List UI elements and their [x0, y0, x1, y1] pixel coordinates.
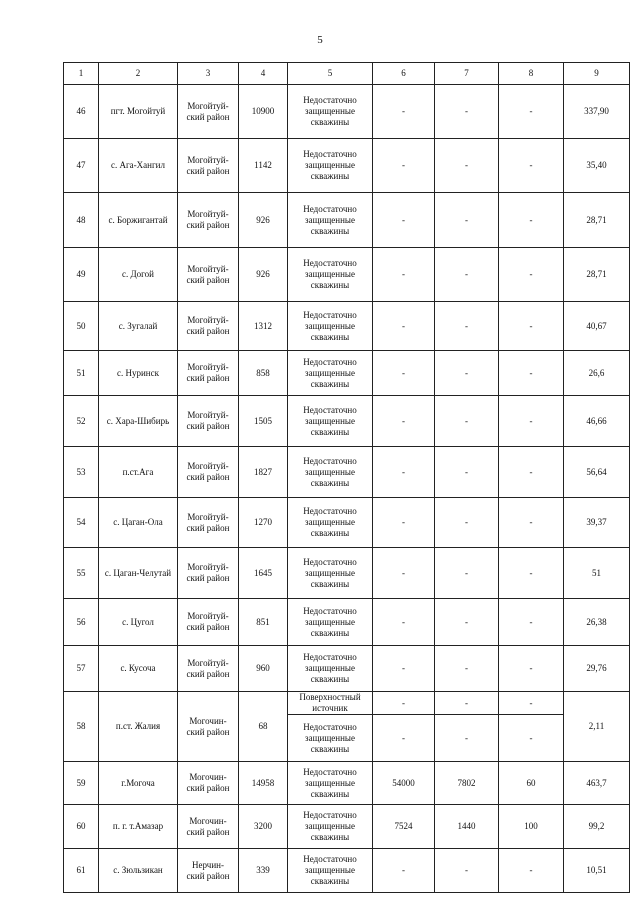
- row-number-cell: 49: [64, 248, 99, 302]
- district-cell: Могойтуй- ский район: [178, 248, 239, 302]
- col8-cell: -: [499, 351, 564, 396]
- population-cell: 1142: [239, 139, 288, 193]
- settlement-cell: п. г. т.Амазар: [99, 805, 178, 849]
- col6-cell: -: [373, 548, 435, 599]
- district-cell: Могойтуй- ский район: [178, 139, 239, 193]
- settlement-cell: с. Зюльзикан: [99, 849, 178, 893]
- col9-cell: 26,6: [564, 351, 630, 396]
- table-row: [64, 849, 630, 893]
- row-number-cell: 56: [64, 599, 99, 646]
- population-cell: 1827: [239, 447, 288, 498]
- col7-cell: -: [435, 692, 499, 715]
- col9-cell: 56,64: [564, 447, 630, 498]
- water-source-cell: Недостаточно защищенные скважины: [288, 351, 373, 396]
- water-source-cell: Недостаточно защищенные скважины: [288, 849, 373, 893]
- water-source-cell: Недостаточно защищенные скважины: [288, 646, 373, 692]
- col7-cell: -: [435, 548, 499, 599]
- col9-cell: 28,71: [564, 248, 630, 302]
- col9-cell: 35,40: [564, 139, 630, 193]
- col8-cell: -: [499, 692, 564, 715]
- row-number-cell: 48: [64, 193, 99, 248]
- settlement-cell: с. Нуринск: [99, 351, 178, 396]
- col9-cell: 337,90: [564, 85, 630, 139]
- col6-cell: -: [373, 692, 435, 715]
- col8-cell: -: [499, 599, 564, 646]
- col9-cell: 26,38: [564, 599, 630, 646]
- col7-cell: -: [435, 248, 499, 302]
- row-number-cell: 54: [64, 498, 99, 548]
- col7-cell: -: [435, 139, 499, 193]
- data-table: [63, 62, 630, 893]
- col6-cell: -: [373, 715, 435, 762]
- col8-cell: -: [499, 248, 564, 302]
- settlement-cell: с. Цугол: [99, 599, 178, 646]
- row-number-cell: 50: [64, 302, 99, 351]
- table-row: [64, 762, 630, 805]
- row-number-cell: 47: [64, 139, 99, 193]
- col9-cell: 29,76: [564, 646, 630, 692]
- col6-cell: -: [373, 646, 435, 692]
- header-cell: 5: [288, 63, 373, 85]
- population-cell: 1312: [239, 302, 288, 351]
- population-cell: 1270: [239, 498, 288, 548]
- district-cell: Могочин- ский район: [178, 805, 239, 849]
- col7-cell: -: [435, 193, 499, 248]
- table-row: [64, 396, 630, 447]
- col9-cell: 2,11: [564, 692, 630, 762]
- population-cell: 3200: [239, 805, 288, 849]
- row-number-cell: 55: [64, 548, 99, 599]
- col7-cell: -: [435, 302, 499, 351]
- col9-cell: 99,2: [564, 805, 630, 849]
- population-cell: 960: [239, 646, 288, 692]
- col8-cell: -: [499, 715, 564, 762]
- water-source-cell: Недостаточно защищенные скважины: [288, 85, 373, 139]
- water-source-cell: Поверхностный источник: [288, 692, 373, 715]
- table-row: [64, 139, 630, 193]
- population-cell: 68: [239, 692, 288, 762]
- table-row: [64, 646, 630, 692]
- header-row: [64, 63, 630, 85]
- population-cell: 1505: [239, 396, 288, 447]
- col6-cell: -: [373, 351, 435, 396]
- col7-cell: -: [435, 447, 499, 498]
- col6-cell: -: [373, 139, 435, 193]
- col6-cell: -: [373, 396, 435, 447]
- col6-cell: -: [373, 302, 435, 351]
- water-source-cell: Недостаточно защищенные скважины: [288, 302, 373, 351]
- col7-cell: -: [435, 396, 499, 447]
- row-number-cell: 53: [64, 447, 99, 498]
- table-row: [64, 692, 630, 715]
- population-cell: 10900: [239, 85, 288, 139]
- col6-cell: -: [373, 599, 435, 646]
- header-cell: 8: [499, 63, 564, 85]
- col7-cell: -: [435, 85, 499, 139]
- water-source-cell: Недостаточно защищенные скважины: [288, 498, 373, 548]
- water-source-cell: Недостаточно защищенные скважины: [288, 548, 373, 599]
- col6-cell: -: [373, 447, 435, 498]
- population-cell: 851: [239, 599, 288, 646]
- col7-cell: -: [435, 849, 499, 893]
- header-cell: 7: [435, 63, 499, 85]
- population-cell: 858: [239, 351, 288, 396]
- settlement-cell: с. Зугалай: [99, 302, 178, 351]
- col8-cell: -: [499, 849, 564, 893]
- col6-cell: -: [373, 85, 435, 139]
- col7-cell: 7802: [435, 762, 499, 805]
- col7-cell: -: [435, 646, 499, 692]
- water-source-cell: Недостаточно защищенные скважины: [288, 447, 373, 498]
- col6-cell: -: [373, 498, 435, 548]
- settlement-cell: г.Могоча: [99, 762, 178, 805]
- col7-cell: -: [435, 599, 499, 646]
- col6-cell: -: [373, 193, 435, 248]
- table-row: [64, 302, 630, 351]
- col7-cell: -: [435, 715, 499, 762]
- row-number-cell: 58: [64, 692, 99, 762]
- table-row: [64, 548, 630, 599]
- water-source-cell: Недостаточно защищенные скважины: [288, 715, 373, 762]
- row-number-cell: 52: [64, 396, 99, 447]
- header-cell: 3: [178, 63, 239, 85]
- water-source-cell: Недостаточно защищенные скважины: [288, 396, 373, 447]
- row-number-cell: 60: [64, 805, 99, 849]
- settlement-cell: с. Кусоча: [99, 646, 178, 692]
- district-cell: Нерчин- ский район: [178, 849, 239, 893]
- water-source-cell: Недостаточно защищенные скважины: [288, 762, 373, 805]
- settlement-cell: с. Цаган-Челутай: [99, 548, 178, 599]
- col6-cell: -: [373, 849, 435, 893]
- row-number-cell: 51: [64, 351, 99, 396]
- col7-cell: -: [435, 351, 499, 396]
- table-row: [64, 498, 630, 548]
- table-row: [64, 193, 630, 248]
- water-source-cell: Недостаточно защищенные скважины: [288, 599, 373, 646]
- col8-cell: -: [499, 498, 564, 548]
- district-cell: Могойтуй- ский район: [178, 548, 239, 599]
- col8-cell: -: [499, 396, 564, 447]
- page-number: 5: [317, 34, 323, 46]
- col8-cell: -: [499, 646, 564, 692]
- water-source-cell: Недостаточно защищенные скважины: [288, 139, 373, 193]
- water-source-cell: Недостаточно защищенные скважины: [288, 248, 373, 302]
- table-row: [64, 805, 630, 849]
- district-cell: Могойтуй- ский район: [178, 85, 239, 139]
- settlement-cell: с. Ага-Хангил: [99, 139, 178, 193]
- district-cell: Могойтуй- ский район: [178, 447, 239, 498]
- header-cell: 1: [64, 63, 99, 85]
- col8-cell: -: [499, 193, 564, 248]
- table-row: [64, 351, 630, 396]
- settlement-cell: с. Хара-Шибирь: [99, 396, 178, 447]
- col6-cell: 7524: [373, 805, 435, 849]
- col8-cell: -: [499, 302, 564, 351]
- district-cell: Могойтуй- ский район: [178, 302, 239, 351]
- col9-cell: 463,7: [564, 762, 630, 805]
- population-cell: 1645: [239, 548, 288, 599]
- row-number-cell: 61: [64, 849, 99, 893]
- settlement-cell: с. Боржигантай: [99, 193, 178, 248]
- col9-cell: 40,67: [564, 302, 630, 351]
- col8-cell: -: [499, 85, 564, 139]
- water-source-cell: Недостаточно защищенные скважины: [288, 193, 373, 248]
- row-number-cell: 57: [64, 646, 99, 692]
- header-cell: 6: [373, 63, 435, 85]
- col6-cell: 54000: [373, 762, 435, 805]
- district-cell: Могойтуй- ский район: [178, 646, 239, 692]
- population-cell: 926: [239, 248, 288, 302]
- settlement-cell: с. Догой: [99, 248, 178, 302]
- row-number-cell: 46: [64, 85, 99, 139]
- population-cell: 926: [239, 193, 288, 248]
- header-cell: 2: [99, 63, 178, 85]
- settlement-cell: с. Цаган-Ола: [99, 498, 178, 548]
- col9-cell: 39,37: [564, 498, 630, 548]
- population-cell: 14958: [239, 762, 288, 805]
- col8-cell: -: [499, 139, 564, 193]
- table-row: [64, 599, 630, 646]
- table-row: [64, 447, 630, 498]
- settlement-cell: пгт. Могойтуй: [99, 85, 178, 139]
- population-cell: 339: [239, 849, 288, 893]
- col7-cell: -: [435, 498, 499, 548]
- district-cell: Могочин- ский район: [178, 762, 239, 805]
- col8-cell: 100: [499, 805, 564, 849]
- col9-cell: 46,66: [564, 396, 630, 447]
- col6-cell: -: [373, 248, 435, 302]
- row-number-cell: 59: [64, 762, 99, 805]
- district-cell: Могойтуй- ский район: [178, 498, 239, 548]
- header-cell: 4: [239, 63, 288, 85]
- district-cell: Могойтуй- ский район: [178, 193, 239, 248]
- col9-cell: 10,51: [564, 849, 630, 893]
- district-cell: Могойтуй- ский район: [178, 351, 239, 396]
- district-cell: Могойтуй- ский район: [178, 599, 239, 646]
- col8-cell: -: [499, 548, 564, 599]
- col8-cell: -: [499, 447, 564, 498]
- district-cell: Могочин- ский район: [178, 692, 239, 762]
- col9-cell: 28,71: [564, 193, 630, 248]
- water-source-cell: Недостаточно защищенные скважины: [288, 805, 373, 849]
- settlement-cell: п.ст.Ага: [99, 447, 178, 498]
- table-row: [64, 85, 630, 139]
- col7-cell: 1440: [435, 805, 499, 849]
- col8-cell: 60: [499, 762, 564, 805]
- header-cell: 9: [564, 63, 630, 85]
- table-row: [64, 248, 630, 302]
- settlement-cell: п.ст. Жалия: [99, 692, 178, 762]
- col9-cell: 51: [564, 548, 630, 599]
- district-cell: Могойтуй- ский район: [178, 396, 239, 447]
